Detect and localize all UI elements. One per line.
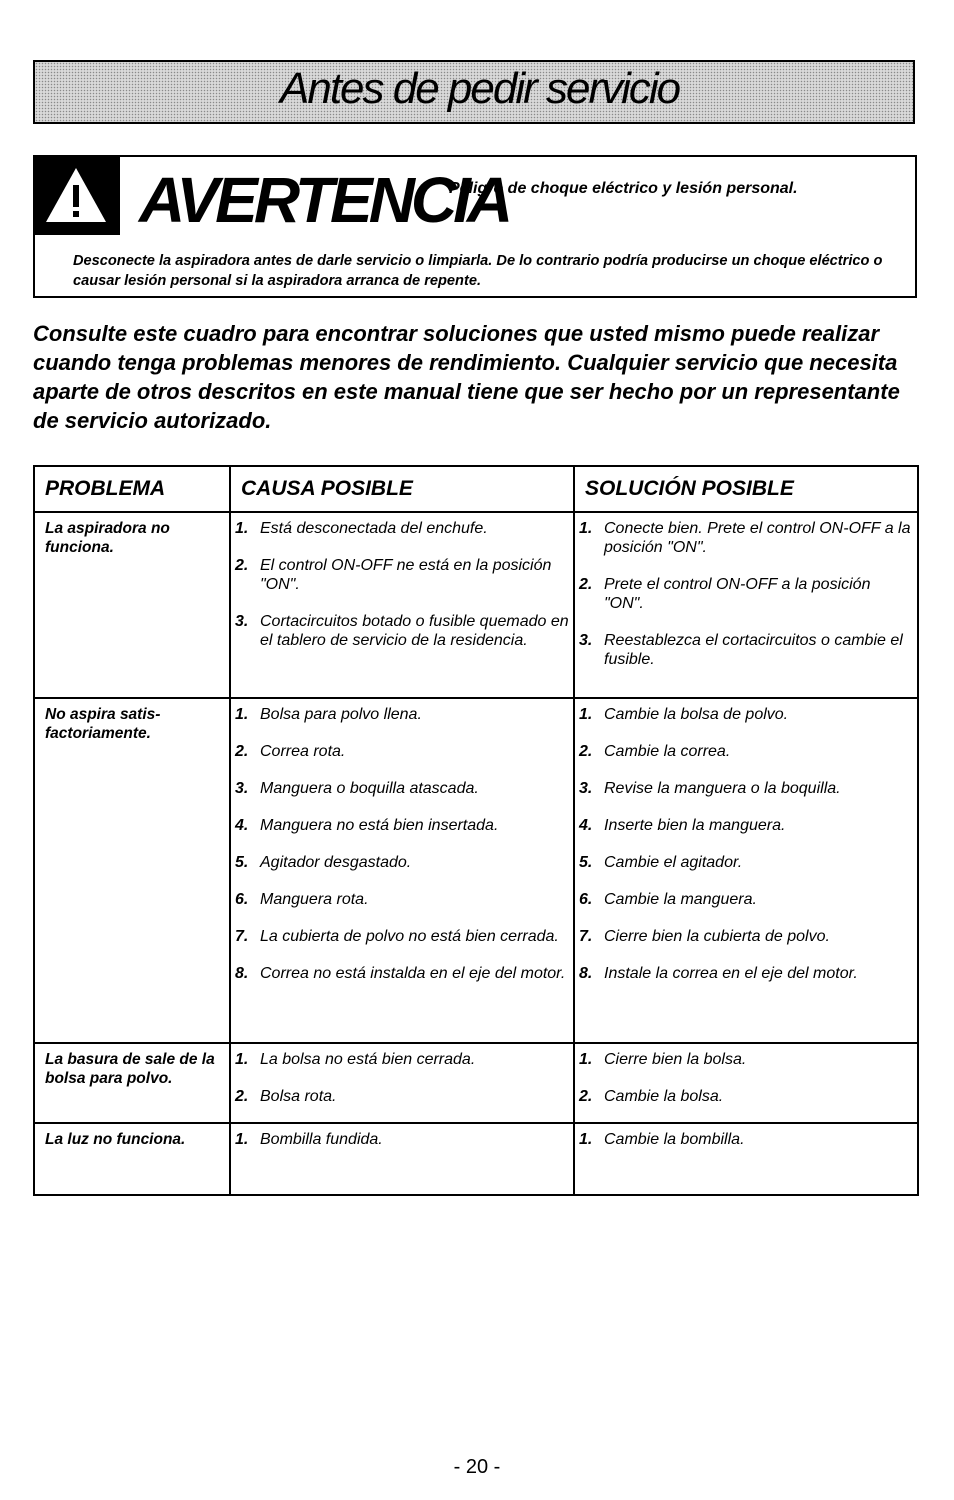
item-number: 3. <box>579 632 593 649</box>
item-number: 2. <box>579 743 593 760</box>
intro-paragraph: Consulte este cuadro para encontrar soluciones que usted mismo puede realizar cuando tenga problemas menores de rendimiento. Cualquier servicio que necesita aparte de otros descritos en este manual tiene que ser hecho por un representante de servicio autorizado. <box>33 321 900 433</box>
item-number: 6. <box>235 891 249 908</box>
list-item <box>579 1130 913 1149</box>
item-number: 2. <box>235 557 249 574</box>
list-item <box>235 1050 569 1069</box>
item-text: Correa rota. <box>260 743 346 760</box>
item-number: 8. <box>235 965 249 982</box>
cause-cell <box>230 698 574 1043</box>
item-text: Manguera o boquilla atascada. <box>260 780 479 797</box>
list-item <box>235 890 569 909</box>
item-number: 1. <box>579 520 593 537</box>
item-number: 4. <box>235 817 249 834</box>
item-text: El control ON-OFF ne está en la posición "ON". <box>260 557 552 593</box>
header-cause: CAUSA POSIBLE <box>230 466 574 512</box>
warning-triangle-icon <box>33 155 120 235</box>
item-number: 8. <box>579 965 593 982</box>
list-item <box>235 742 569 761</box>
item-text: Correa no está instalda en el eje del motor. <box>260 965 566 982</box>
item-text: Cortacircuitos botado o fusible quemado en el tablero de servicio de la residencia. <box>260 613 569 649</box>
table-row <box>34 1123 918 1195</box>
problem-cell: La luz no funciona. <box>34 1123 230 1195</box>
list-item <box>579 816 913 835</box>
list-item <box>579 853 913 872</box>
item-text: Instale la correa en el eje del motor. <box>604 965 858 982</box>
list-item <box>579 927 913 946</box>
table-row <box>34 698 918 1043</box>
problem-cell: No aspira satis-factoriamente. <box>34 698 230 1043</box>
item-number: 7. <box>235 928 249 945</box>
solution-cell <box>574 512 918 698</box>
warning-heading: AVERTENCIA <box>139 164 510 236</box>
item-number: 4. <box>579 817 593 834</box>
item-number: 2. <box>235 1088 249 1105</box>
list-item <box>579 964 913 983</box>
item-number: 7. <box>579 928 593 945</box>
item-text: Inserte bien la manguera. <box>604 817 786 834</box>
list-item <box>235 853 569 872</box>
list-item <box>579 1050 913 1069</box>
page-title: Antes de pedir servicio <box>280 64 680 113</box>
item-text: Cambie la bombilla. <box>604 1131 745 1148</box>
item-text: Cambie la bolsa. <box>604 1088 724 1105</box>
item-text: Bombilla fundida. <box>260 1131 383 1148</box>
page-number: - 20 - <box>453 1456 501 1478</box>
warning-subtitle: Peligro de choque eléctrico y lesión personal. <box>449 180 798 197</box>
troubleshooting-table <box>33 465 919 1196</box>
item-number: 1. <box>235 1131 249 1148</box>
item-number: 2. <box>579 1088 593 1105</box>
item-text: Bolsa rota. <box>260 1088 337 1105</box>
list-item <box>235 612 569 650</box>
item-number: 1. <box>235 520 249 537</box>
solution-cell <box>574 1043 918 1123</box>
list-item <box>579 779 913 798</box>
solution-cell <box>574 1123 918 1195</box>
list-item <box>235 705 569 724</box>
list-item <box>579 519 913 557</box>
table-row <box>34 512 918 698</box>
list-item <box>235 1087 569 1106</box>
table-body <box>34 512 918 1195</box>
table-header-row <box>34 466 918 512</box>
list-item <box>579 705 913 724</box>
item-text: Cierre bien la bolsa. <box>604 1051 747 1068</box>
list-item <box>579 742 913 761</box>
item-number: 1. <box>235 1051 249 1068</box>
item-number: 1. <box>579 1131 593 1148</box>
item-number: 3. <box>235 780 249 797</box>
problem-cell: La basura de sale de la bolsa para polvo. <box>34 1043 230 1123</box>
list-item <box>235 964 569 983</box>
header-problem: PROBLEMA <box>34 466 230 512</box>
item-number: 1. <box>579 706 593 723</box>
list-item <box>235 519 569 538</box>
item-text: Agitador desgastado. <box>260 854 412 871</box>
item-number: 1. <box>235 706 249 723</box>
item-text: Está desconectada del enchufe. <box>260 520 488 537</box>
item-text: Revise la manguera o la boquilla. <box>604 780 841 797</box>
item-text: Cambie la bolsa de polvo. <box>604 706 789 723</box>
header-solution: SOLUCIÓN POSIBLE <box>574 466 918 512</box>
cause-cell <box>230 512 574 698</box>
list-item <box>235 556 569 594</box>
item-text: Reestablezca el cortacircuitos o cambie el fusible. <box>604 632 903 668</box>
table-row <box>34 1043 918 1123</box>
item-text: Cierre bien la cubierta de polvo. <box>604 928 830 945</box>
item-text: Manguera no está bien insertada. <box>260 817 499 834</box>
item-number: 1. <box>579 1051 593 1068</box>
warning-body: Desconecte la aspiradora antes de darle servicio o limpiarla. De lo contrario podría producirse un choque eléctrico o causar lesión personal si la aspiradora arranca de repente. <box>73 253 883 289</box>
warning-box <box>33 155 917 298</box>
item-number: 2. <box>235 743 249 760</box>
problem-cell: La aspiradora no funciona. <box>34 512 230 698</box>
list-item <box>235 816 569 835</box>
troubleshooting-table-wrapper <box>33 465 917 1196</box>
item-text: Bolsa para polvo llena. <box>260 706 422 723</box>
item-number: 5. <box>235 854 249 871</box>
item-text: Prete el control ON-OFF a la posición "ON". <box>604 576 871 612</box>
item-text: Cambie la manguera. <box>604 891 757 908</box>
list-item <box>579 575 913 613</box>
item-number: 3. <box>235 613 249 630</box>
item-number: 5. <box>579 854 593 871</box>
title-banner <box>33 60 915 124</box>
item-text: Manguera rota. <box>260 891 369 908</box>
item-text: Cambie el agitador. <box>604 854 743 871</box>
item-text: La bolsa no está bien cerrada. <box>260 1051 476 1068</box>
item-number: 2. <box>579 576 593 593</box>
list-item <box>579 890 913 909</box>
item-number: 3. <box>579 780 593 797</box>
cause-cell <box>230 1123 574 1195</box>
item-text: Cambie la correa. <box>604 743 731 760</box>
list-item <box>235 927 569 946</box>
cause-cell <box>230 1043 574 1123</box>
item-number: 6. <box>579 891 593 908</box>
list-item <box>579 631 913 669</box>
item-text: Conecte bien. Prete el control ON-OFF a la posición "ON". <box>604 520 911 556</box>
list-item <box>235 1130 569 1149</box>
list-item <box>579 1087 913 1106</box>
list-item <box>235 779 569 798</box>
solution-cell <box>574 698 918 1043</box>
item-text: La cubierta de polvo no está bien cerrada. <box>260 928 559 945</box>
